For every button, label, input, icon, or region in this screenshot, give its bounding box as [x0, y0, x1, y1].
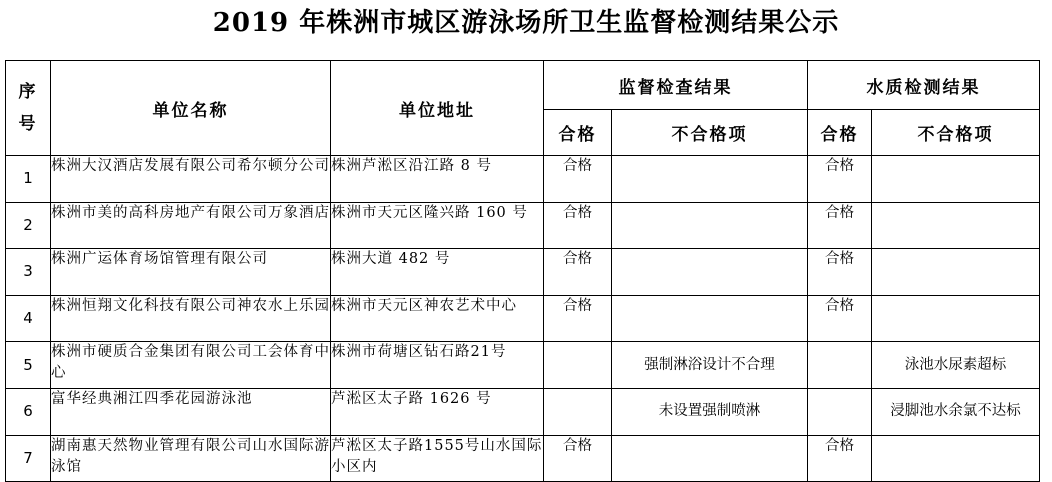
- row-sup-fail: 未设置强制喷淋: [612, 388, 808, 435]
- row-water-fail: [872, 156, 1040, 203]
- row-unit-name: 株洲市硬质合金集团有限公司工会体育中心: [51, 342, 331, 389]
- row-sup-fail: [612, 202, 808, 249]
- table-row: [6, 342, 1040, 389]
- row-sup-pass: 合格: [544, 295, 612, 342]
- row-water-pass: [808, 388, 872, 435]
- row-sup-pass: 合格: [544, 156, 612, 203]
- row-water-fail: 泳池水尿素超标: [872, 342, 1040, 389]
- row-unit-name: 湖南惠天然物业管理有限公司山水国际游泳馆: [51, 435, 331, 482]
- row-sup-fail: [612, 249, 808, 296]
- row-water-pass: 合格: [808, 435, 872, 482]
- header-sup-fail: 不合格项: [612, 110, 808, 156]
- page-title: 2019 年株洲市城区游泳场所卫生监督检测结果公示: [212, 8, 840, 38]
- table-row: [6, 295, 1040, 342]
- row-water-pass: 合格: [808, 202, 872, 249]
- results-table: [5, 60, 1040, 482]
- row-sup-fail: [612, 156, 808, 203]
- table-row: [6, 435, 1040, 482]
- row-address: 芦淞区太子路 1626 号: [331, 388, 544, 435]
- row-unit-name: 株洲恒翔文化科技有限公司神农水上乐园: [51, 295, 331, 342]
- row-water-fail: [872, 249, 1040, 296]
- row-unit-name: 富华经典湘江四季花园游泳池: [51, 388, 331, 435]
- row-address: 株洲芦淞区沿江路 8 号: [331, 156, 544, 203]
- row-address: 株洲大道 482 号: [331, 249, 544, 296]
- row-sup-fail: [612, 435, 808, 482]
- header-supervision: 监督检查结果: [544, 61, 808, 110]
- header-seq: [6, 61, 51, 156]
- row-water-fail: 浸脚池水余氯不达标: [872, 388, 1040, 435]
- row-unit-name: 株洲大汉酒店发展有限公司希尔顿分公司: [51, 156, 331, 203]
- header-seq-line1: 序: [18, 82, 38, 102]
- table-row: [6, 156, 1040, 203]
- header-water: 水质检测结果: [808, 61, 1040, 110]
- row-sup-fail: [612, 295, 808, 342]
- row-water-fail: [872, 435, 1040, 482]
- row-no: 2: [6, 202, 51, 249]
- table-row: [6, 202, 1040, 249]
- row-sup-pass: 合格: [544, 202, 612, 249]
- row-water-fail: [872, 202, 1040, 249]
- row-no: 1: [6, 156, 51, 203]
- row-sup-pass: 合格: [544, 435, 612, 482]
- header-water-fail: 不合格项: [872, 110, 1040, 156]
- row-sup-fail: 强制淋浴设计不合理: [612, 342, 808, 389]
- row-water-pass: 合格: [808, 249, 872, 296]
- row-address: 株洲市天元区神农艺术中心: [331, 295, 544, 342]
- header-unit-address: 单位地址: [331, 61, 544, 156]
- row-sup-pass: [544, 342, 612, 389]
- row-water-fail: [872, 295, 1040, 342]
- row-no: 6: [6, 388, 51, 435]
- header-row-1: [6, 61, 1040, 110]
- header-unit-name: 单位名称: [51, 61, 331, 156]
- row-no: 4: [6, 295, 51, 342]
- row-unit-name: 株洲广运体育场馆管理有限公司: [51, 249, 331, 296]
- table-row: [6, 388, 1040, 435]
- header-water-pass: 合格: [808, 110, 872, 156]
- row-address: 株洲市荷塘区钻石路21号: [331, 342, 544, 389]
- row-water-pass: 合格: [808, 156, 872, 203]
- row-water-pass: 合格: [808, 295, 872, 342]
- row-unit-name: 株洲市美的高科房地产有限公司万象酒店: [51, 202, 331, 249]
- row-no: 7: [6, 435, 51, 482]
- row-no: 3: [6, 249, 51, 296]
- row-no: 5: [6, 342, 51, 389]
- row-address: 芦淞区太子路1555号山水国际小区内: [331, 435, 544, 482]
- table-row: [6, 249, 1040, 296]
- row-sup-pass: 合格: [544, 249, 612, 296]
- row-water-pass: [808, 342, 872, 389]
- row-address: 株洲市天元区隆兴路 160 号: [331, 202, 544, 249]
- header-seq-line2: 号: [18, 114, 38, 134]
- row-sup-pass: [544, 388, 612, 435]
- header-sup-pass: 合格: [544, 110, 612, 156]
